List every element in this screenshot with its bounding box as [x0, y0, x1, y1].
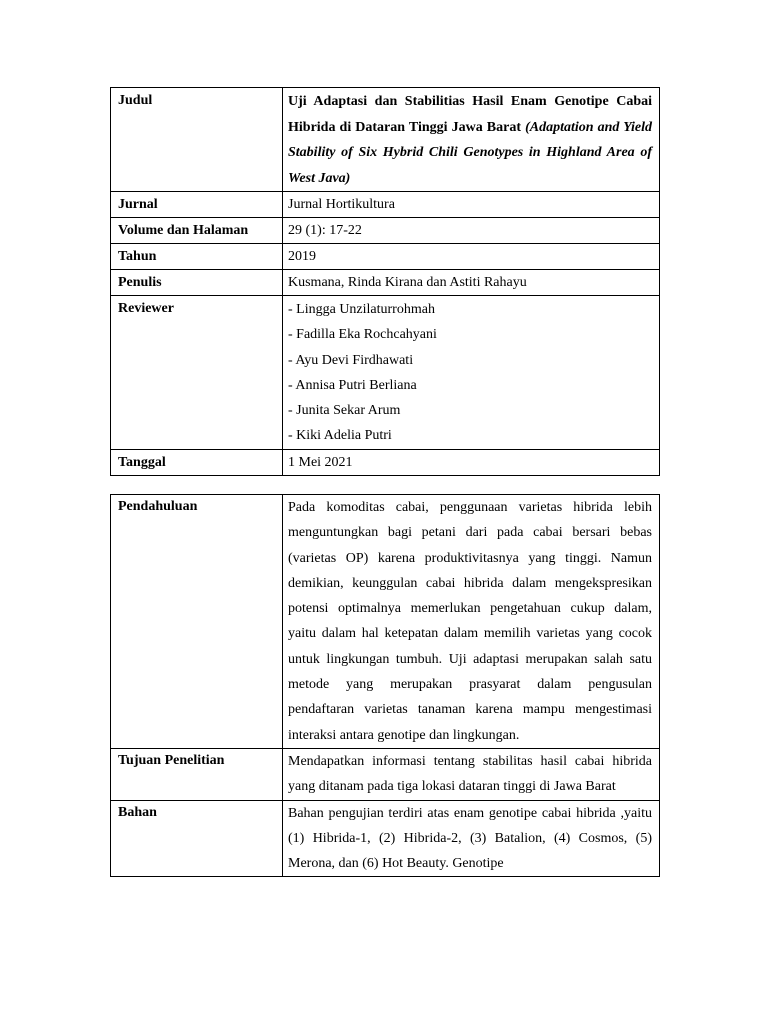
- tanggal-value: 1 Mei 2021: [283, 449, 660, 475]
- bahan-row: [111, 800, 660, 876]
- pendahuluan-label: Pendahuluan: [111, 495, 283, 749]
- article-metadata-table: [110, 87, 660, 476]
- penulis-label: Penulis: [111, 270, 283, 296]
- reviewer-value: [283, 296, 660, 450]
- tujuan-cell: [283, 748, 660, 800]
- reviewer-item: - Fadilla Eka Rochcahyani: [288, 327, 437, 343]
- volume-value: 29 (1): 17-22: [283, 218, 660, 244]
- judul-row: [111, 88, 660, 192]
- judul-value-indonesian: Uji Adaptasi dan Stabilitias Hasil Enam Genotipe Cabai Hibrida di Dataran Tinggi Jawa Barat: [288, 94, 652, 135]
- tahun-label: Tahun: [111, 244, 283, 270]
- pendahuluan-row: [111, 495, 660, 749]
- volume-label: Volume dan Halaman: [111, 218, 283, 244]
- article-review-table: [110, 494, 660, 877]
- tujuan-label: Tujuan Penelitian: [111, 748, 283, 800]
- bahan-cell: [283, 800, 660, 876]
- tujuan-text: Mendapatkan informasi tentang stabilitas hasil cabai hibrida yang ditanam pada tiga lokasi dataran tinggi di Jawa Barat: [288, 753, 652, 795]
- jurnal-value: Jurnal Hortikultura: [283, 192, 660, 218]
- jurnal-label: Jurnal: [111, 192, 283, 218]
- tahun-row: [111, 244, 660, 270]
- reviewer-item: - Ayu Devi Firdhawati: [288, 352, 414, 368]
- tanggal-label: Tanggal: [111, 449, 283, 475]
- tahun-value: 2019: [283, 244, 660, 270]
- reviewer-item: - Kiki Adelia Putri: [288, 428, 392, 444]
- bahan-text: Bahan pengujian terdiri atas enam genotipe cabai hibrida ,yaitu (1) Hibrida-1, (2) Hibrida-2, (3) Batalion, (4) Cosmos, (5) Merona, dan (6) Hot Beauty. Genotipe: [288, 805, 652, 872]
- pendahuluan-text: Pada komoditas cabai, penggunaan varietas hibrida lebih menguntungkan bagi petani dari pada cabai bersari bebas (varietas OP) karena produktivitasnya yang tinggi. Namun demikian, keunggulan cabai hibrida dalam mengekspresikan potensi optimalnya memerlukan pengetahuan cukup dalam, yaitu dalam hal ketepatan dalam memilih varietas yang cocok untuk lingkungan tumbuh. Uji adaptasi merupakan salah satu metode yang merupakan prasyarat dalam pengusulan pendaftaran varietas tanaman karena mampu mengestimasi interaksi antara genotipe dan lingkungan.: [288, 500, 652, 743]
- reviewer-label: Reviewer: [111, 296, 283, 450]
- judul-label: Judul: [111, 88, 283, 192]
- reviewer-item: - Junita Sekar Arum: [288, 403, 401, 419]
- penulis-value: Kusmana, Rinda Kirana dan Astiti Rahayu: [283, 270, 660, 296]
- bahan-label: Bahan: [111, 800, 283, 876]
- penulis-row: [111, 270, 660, 296]
- volume-row: [111, 218, 660, 244]
- tanggal-row: [111, 449, 660, 475]
- reviewer-item: - Annisa Putri Berliana: [288, 377, 417, 393]
- reviewer-item: - Lingga Unzilaturrohmah: [288, 302, 435, 317]
- jurnal-row: [111, 192, 660, 218]
- judul-value-english: (Adaptation and Yield Stability of Six Hybrid Chili Genotypes in Highland Area of West Java): [288, 119, 653, 186]
- tujuan-row: [111, 748, 660, 800]
- judul-value: [283, 88, 660, 192]
- pendahuluan-cell: [283, 495, 660, 749]
- reviewer-list: [288, 297, 652, 449]
- reviewer-row: [111, 296, 660, 450]
- bahan-text-clip: [288, 801, 652, 876]
